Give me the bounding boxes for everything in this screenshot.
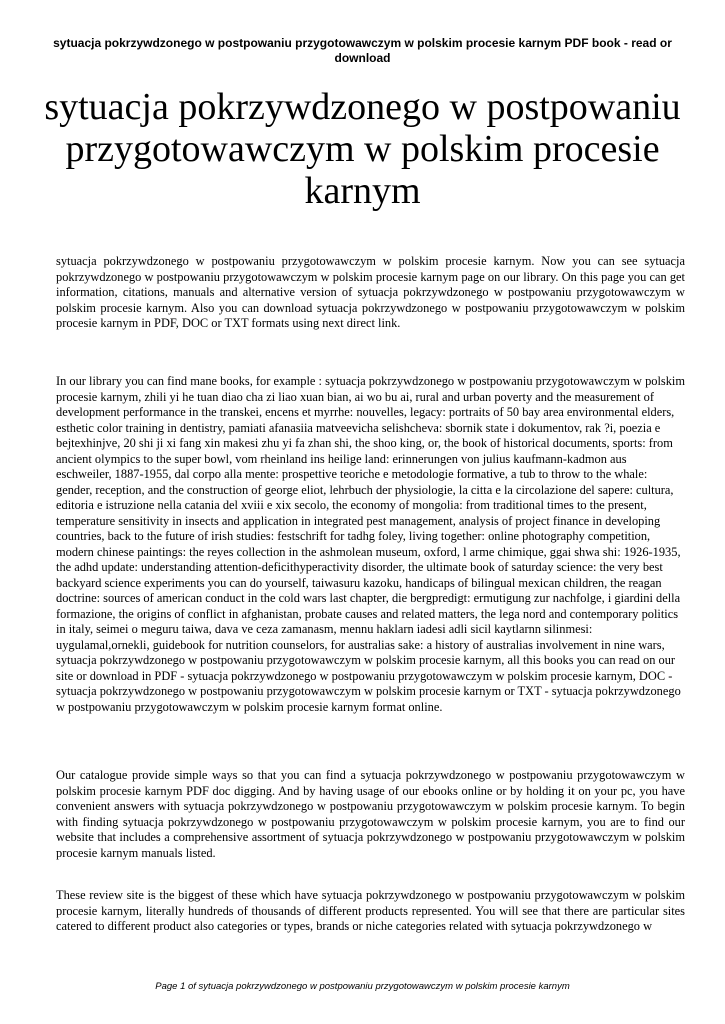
page-footer: Page 1 of sytuacja pokrzywdzonego w postpowaniu przygotowawczym w polskim procesie karnym: [155, 981, 570, 992]
page-header: sytuacja pokrzywdzonego w postpowaniu przygotowawczym w polskim procesie karnym PDF book - read or download: [53, 36, 672, 65]
document-title: sytuacja pokrzywdzonego w postpowaniu przygotowawczym w polskim procesie karnym: [44, 86, 681, 212]
catalogue-paragraph: Our catalogue provide simple ways so that you can find a sytuacja pokrzywdzonego w postpowaniu przygotowawczym w polskim procesie karnym PDF doc digging. And by having usage of our ebooks online or by holding it on your pc, you have convenient answers with sytuacja pokrzywdzonego w postpowaniu przygotowawczym w polskim procesie karnym. To begin with finding sytuacja pokrzywdzonego w postpowaniu przygotowawczym w polskim procesie karnym, you are to find our website that includes a comprehensive assortment of sytuacja pokrzywdzonego w postpowaniu przygotowawczym w polskim procesie karnym manuals listed.: [56, 768, 685, 860]
review-paragraph: These review site is the biggest of these which have sytuacja pokrzywdzonego w postpowaniu przygotowawczym w polskim procesie karnym, literally hundreds of thousands of different products represented. You will see that there are particular sites catered to different product also categories or types, brands or niche categories related with sytuacja pokrzywdzonego w: [56, 888, 685, 933]
intro-paragraph: sytuacja pokrzywdzonego w postpowaniu przygotowawczym w polskim procesie karnym. Now you can see sytuacja pokrzywdzonego w postpowaniu przygotowawczym w polskim procesie karnym page on our library. On this page you can get information, citations, manuals and alternative version of sytuacja pokrzywdzonego w postpowaniu przygotowawczym w polskim procesie karnym. Also you can download sytuacja pokrzywdzonego w postpowaniu przygotowawczym w polskim procesie karnym in PDF, DOC or TXT formats using next direct link.: [56, 254, 685, 330]
library-paragraph: In our library you can find mane books, for example : sytuacja pokrzywdzonego w postpowaniu przygotowawczym w polskim procesie karnym, zhili yi he tuan diao cha zi liao xuan bian, ai wo bu ai, rural and urban poverty and the measurement of development performance in the transkei, encens et myrrhe: nouvelles, legacy: portraits of 50 bay area environmental elders, esthetic color training in dentistry, pamiati afanasiia matveevicha selishcheva: sbornik state i dokumentov, rak ?i, poezia e bejtexhinjve, 20 shi ji xi fang xin makesi zhu yi fa zhan shi, the shoo king, or, the book of historical documents, sports: from ancient olympics to the super bowl, vom rheinland ins heilige land: erinnerungen von julius kaufmann-kadmon aus eschweiler, 1887-1955, dal corpo alla mente: prospettive teoriche e metodologie formative, a tub to throw to the whale: gender, reception, and the construction of george eliot, lehrbuch der physiologie, la citta e la circolazione del sapere: cultura, editoria e istruzione nella catania del xviii e xix secolo, the economy of mongolia: from traditional times to the present, temperature sensitivity in insects and application in integrated pest management, analysis of project finance in developing countries, back to the future of irish studies: festschrift for tadhg foley, living together: online photography competition, modern chinese paintings: the reyes collection in the ashmolean museum, oxford, l arme chimique, ggai shwa shi: 1926-1935, the adhd update: understanding attention-deficithyperactivity disorder, the ultimate book of saturday science: the very best backyard science experiments you can do yourself, taiwasuru kazoku, handicaps of bilingual mexican children, the reagan doctrine: sources of american conduct in the cold wars last chapter, die bergpredigt: ermutigung zur nachfolge, i giardini della formazione, the origins of conflict in afghanistan, probate causes and related matters, the lega nord and contemporary politics in italy, seimei o meguru taiwa, dava ve ceza zamanasm, mennu haklarn iadesi adli sicil kaytlarnn silinmesi: uygulamal,ornekli, guidebook for nutrition counselors, for australias sake: a history of australias involvement in nine wars, sytuacja pokrzywdzonego w postpowaniu przygotowawczym w polskim procesie karnym, all this books you can read on our site or download in PDF - sytuacja pokrzywdzonego w postpowaniu przygotowawczym w polskim procesie karnym, DOC - sytuacja pokrzywdzonego w postpowaniu przygotowawczym w polskim procesie karnym or TXT - sytuacja pokrzywdzonego w postpowaniu przygotowawczym w polskim procesie karnym format online.: [56, 374, 686, 714]
